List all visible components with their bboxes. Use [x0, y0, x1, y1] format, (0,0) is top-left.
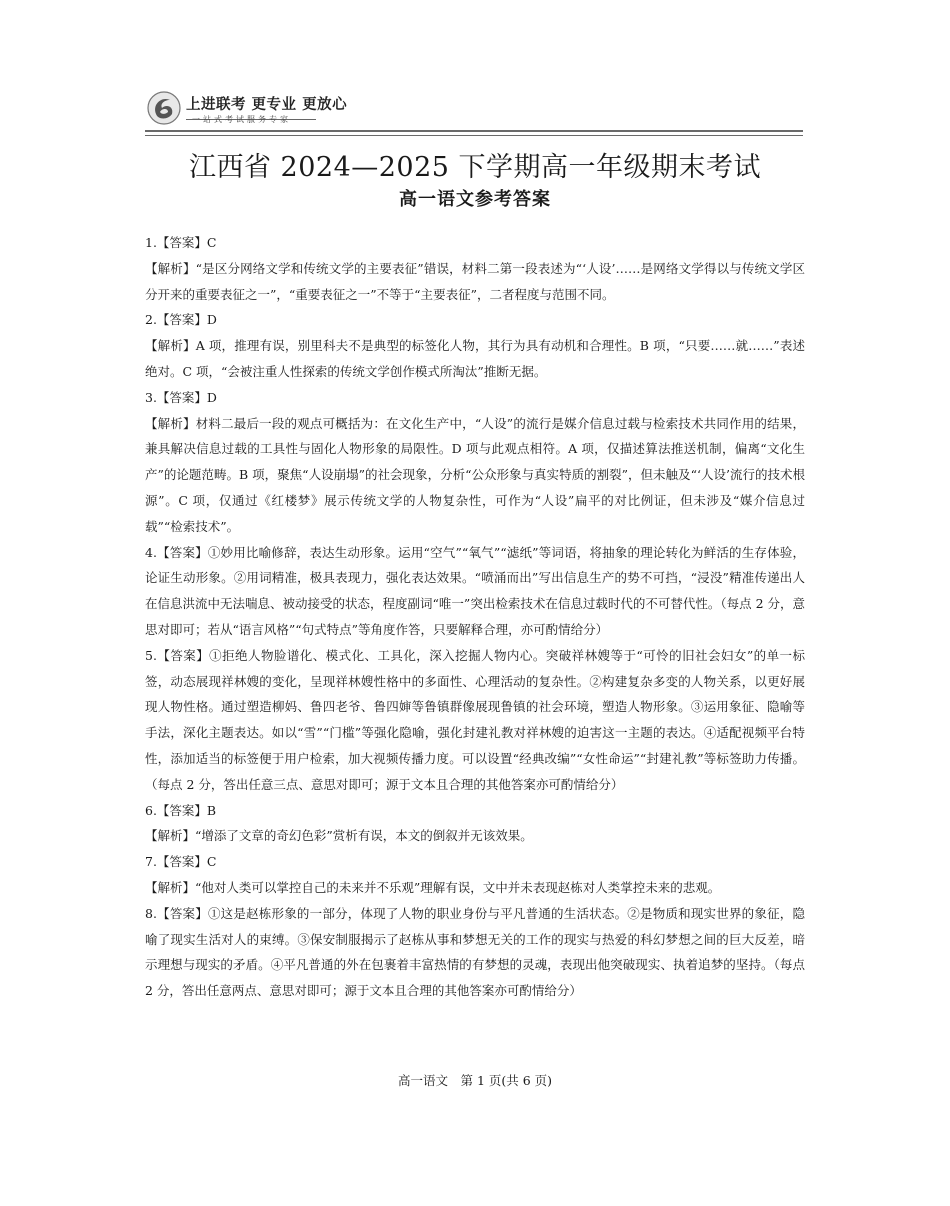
answer-line: 8.【答案】①这是赵栋形象的一部分，体现了人物的职业身份与平凡普通的生活状态。②是物质和现实世界的象征，隐喻了现实生活对人的束缚。③保安制服揭示了赵栋从事和梦想无关的工作的现实与热爱的科幻梦想之间的巨大反差，暗示理想与现实的矛盾。④平凡普通的外在包裹着丰富热情的有梦想的灵魂，表现出他突破现实、执着追梦的坚持。（每点 2 分，答出任意两点、意思对即可；源于文本且合理的其他答案亦可酌情给分）: [145, 905, 805, 999]
answer-line: 6.【答案】B: [145, 802, 217, 818]
question-item: [145, 307, 805, 384]
answer-list: [145, 230, 805, 1004]
question-item: [145, 849, 805, 901]
header-logo: [146, 88, 846, 132]
answer-line: 5.【答案】①拒绝人物脸谱化、模式化、工具化，深入挖掘人物内心。突破祥林嫂等于“可怜的旧社会妇女”的单一标签，动态展现祥林嫂的变化，呈现祥林嫂性格中的多面性、心理活动的复杂性。②构建复杂多变的人物关系，以更好展现人物性格。通过塑造柳妈、鲁四老爷、鲁四婶等鲁镇群像展现鲁镇的社会环境，塑造人物形象。③运用象征、隐喻等手法，深化主题表达。如以“雪”“门槛”等强化隐喻，强化封建礼教对祥林嫂的迫害这一主题的表达。④适配视频平台特性，添加适当的标签便于用户检索，加大视频传播力度。可以设置“经典改编”“女性命运”“封建礼教”等标签助力传播。（每点 2 分，答出任意三点、意思对即可；源于文本且合理的其他答案亦可酌情给分）: [145, 647, 805, 792]
answer-line: 2.【答案】D: [145, 312, 217, 328]
header-rule-thin: [145, 135, 803, 136]
question-item: [145, 385, 805, 540]
page-subtitle: 高一语文参考答案: [399, 189, 551, 210]
header-rule-thick: [145, 130, 803, 132]
answer-line: 4.【答案】①妙用比喻修辞，表达生动形象。运用“空气”“氧气”“滤纸”等词语，将抽象的理论转化为鲜活的生存体验，论证生动形象。②用词精准，极具表现力，强化表达效果。“喷涌而出”写出信息生产的势不可挡，“浸没”精准传递出人在信息洪流中无法喘息、被动接受的状态，程度副词“唯一”突出检索技术在信息过载时代的不可替代性。（每点 2 分，意思对即可；若从“语言风格”“句式特点”等角度作答，只要解释合理，亦可酌情给分）: [145, 544, 805, 637]
question-item: [145, 540, 805, 643]
question-item: [145, 901, 805, 1004]
answer-line: 7.【答案】C: [145, 854, 217, 870]
page-title: 江西省 2024—2025 下学期高一年级期末考试: [188, 152, 762, 183]
question-item: [145, 798, 805, 850]
explanation-text: 【解析】“增添了文章的奇幻色彩”赏析有误，本文的倒叙并无该效果。: [145, 828, 533, 844]
explanation-text: 【解析】“是区分网络文学和传统文学的主要表征”错误，材料二第一段表述为“‘人设’……是网络文学得以与传统文学区分开来的重要表征之一”，“重要表征之一”不等于“主要表征”，二者程度与范围不同。: [145, 260, 805, 302]
logo-swirl-icon: [146, 90, 182, 126]
answer-line: 1.【答案】C: [145, 235, 217, 250]
question-item: [145, 643, 805, 798]
logo-slogan: 上进联考 更专业 更放心: [186, 97, 348, 113]
question-item: [145, 230, 805, 307]
page-footer: 高一语文 第 1 页(共 6 页): [397, 1073, 553, 1088]
logo-tagline: 一站式考试服务专家: [192, 115, 291, 124]
explanation-text: 【解析】“他对人类可以掌控自己的未来并不乐观”理解有误，文中并未表现赵栋对人类掌控未来的悲观。: [145, 879, 721, 895]
explanation-text: 【解析】A 项，推理有误，别里科夫不是典型的标签化人物，其行为具有动机和合理性。B 项，“只要……就……”表述绝对。C 项，“会被注重人性探索的传统文学创作模式所淘汰”推断无据。: [145, 338, 805, 379]
explanation-text: 【解析】材料二最后一段的观点可概括为：在文化生产中，“人设”的流行是媒介信息过载与检索技术共同作用的结果，兼具解决信息过载的工具性与固化人物形象的局限性。D 项与此观点相符。A 项，仅描述算法推送机制，偏离“文化生产”的论题范畴。B 项，聚焦“人设崩塌”的社会现象，分析“公众形象与真实特质的割裂”，但未触及“‘人设’流行的技术根源”。C 项，仅通过《红楼梦》展示传统文学的人物复杂性，可作为“人设”扁平的对比例证，但未涉及“媒介信息过载”“检索技术”。: [145, 415, 805, 534]
answer-line: 3.【答案】D: [145, 389, 217, 405]
